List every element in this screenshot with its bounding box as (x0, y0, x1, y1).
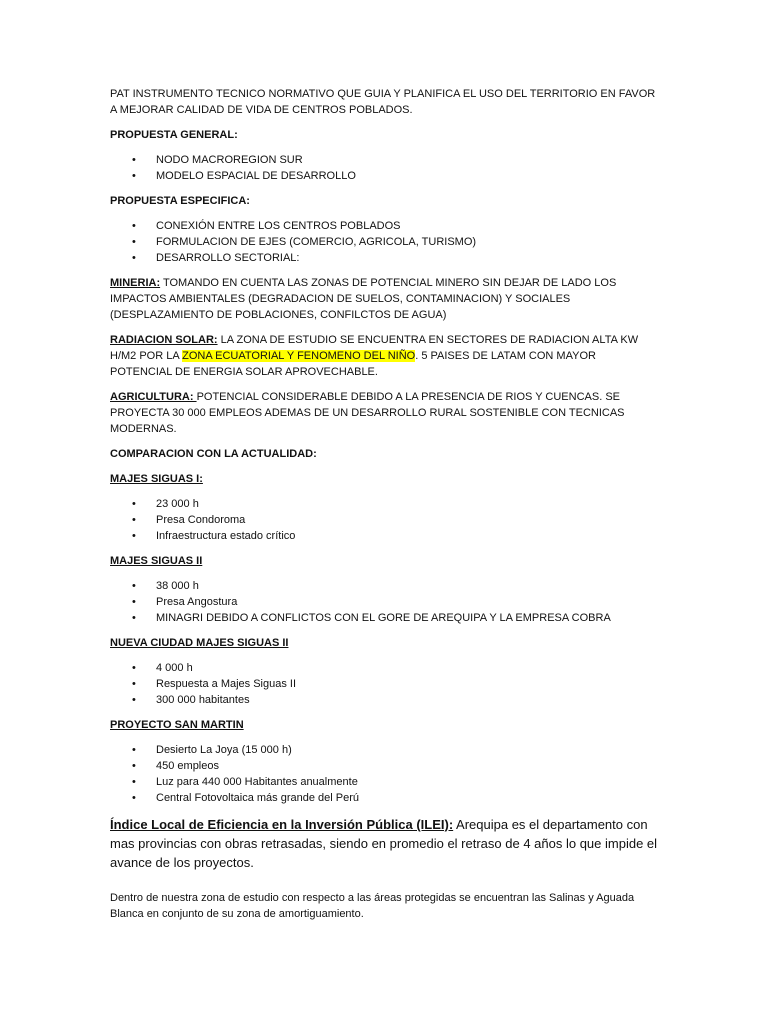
agricultura-paragraph (110, 389, 658, 437)
list-item: • Luz para 440 000 Habitantes anualmente (132, 776, 358, 788)
majes2-heading: MAJES SIGUAS II (110, 555, 203, 567)
list-item: • Infraestructura estado crítico (132, 530, 296, 542)
ilei-label: Índice Local de Eficiencia en la Inversión Pública (ILEI): (110, 817, 454, 832)
bullet-icon: • (132, 514, 136, 526)
bullet-icon: • (132, 760, 136, 772)
list-item: • Respuesta a Majes Siguas II (132, 678, 297, 690)
radiacion-text: LA ZONA DE ESTUDIO SE ENCUENTRA EN SECTORES DE RADIACION ALTA KW H/M2 POR LA (110, 334, 639, 362)
list-item: • Desierto La Joya (15 000 h) (132, 744, 292, 756)
mineria-paragraph (110, 275, 658, 323)
mineria-text: TOMANDO EN CUENTA LAS ZONAS DE POTENCIAL MINERO SIN DEJAR DE LADO LOS IMPACTOS AMBIENTALES (DEGRADACION DE SUELOS, CONTAMINACION) Y SOCIALES (DESPLAZAMIENTO DE POBLACIONES, CONFILCTOS DE AGUA) (110, 277, 617, 321)
majes2-list (110, 578, 658, 626)
radiacion-paragraph (110, 332, 658, 380)
list-item: • CONEXIÓN ENTRE LOS CENTROS POBLADOS (132, 220, 401, 232)
bullet-icon: • (132, 694, 136, 706)
bullet-icon: • (132, 530, 136, 542)
bullet-icon: • (132, 678, 136, 690)
final-paragraph: Dentro de nuestra zona de estudio con respecto a las áreas protegidas se encuentran las Salinas y Aguada Blanca en conjunto de su zona de amortiguamiento. (110, 892, 635, 920)
radiacion-text-after: . 5 PAISES DE LATAM CON MAYOR POTENCIAL DE ENERGIA SOLAR APROVECHABLE. (110, 350, 596, 378)
propuesta-general-heading: PROPUESTA GENERAL: (110, 129, 238, 141)
propuesta-especifica-list (110, 218, 658, 266)
nueva-ciudad-list (110, 660, 658, 708)
majes1-heading: MAJES SIGUAS I: (110, 473, 203, 485)
list-item: • 23 000 h (132, 498, 199, 510)
list-item: • MINAGRI DEBIDO A CONFLICTOS CON EL GORE DE AREQUIPA Y LA EMPRESA COBRA (132, 612, 611, 624)
nueva-ciudad-heading: NUEVA CIUDAD MAJES SIGUAS II (110, 637, 289, 649)
bullet-icon: • (132, 662, 136, 674)
san-martin-heading: PROYECTO SAN MARTIN (110, 719, 244, 731)
agricultura-label: AGRICULTURA: (110, 391, 197, 403)
bullet-icon: • (132, 776, 136, 788)
bullet-icon: • (132, 220, 136, 232)
bullet-icon: • (132, 580, 136, 592)
intro-paragraph: PAT INSTRUMENTO TECNICO NORMATIVO QUE GUIA Y PLANIFICA EL USO DEL TERRITORIO EN FAVOR A MEJORAR CALIDAD DE VIDA DE CENTROS POBLADOS. (110, 88, 656, 116)
bullet-icon: • (132, 170, 136, 182)
propuesta-especifica-heading: PROPUESTA ESPECIFICA: (110, 195, 250, 207)
agricultura-text: POTENCIAL CONSIDERABLE DEBIDO A LA PRESENCIA DE RIOS Y CUENCAS. SE PROYECTA 30 000 EMPLEOS ADEMAS DE UN DESARROLLO RURAL SOSTENIBLE CON TECNICAS MODERNAS. (110, 391, 625, 435)
bullet-icon: • (132, 236, 136, 248)
list-item: • Presa Angostura (132, 596, 238, 608)
radiacion-highlight: ZONA ECUATORIAL Y FENOMENO DEL NIÑO (182, 350, 416, 362)
bullet-icon: • (132, 744, 136, 756)
bullet-icon: • (132, 612, 136, 624)
majes1-list (110, 496, 658, 544)
san-martin-list (110, 742, 658, 806)
list-item: • 4 000 h (132, 662, 193, 674)
ilei-paragraph (110, 815, 658, 872)
propuesta-general-list (110, 152, 658, 184)
bullet-icon: • (132, 252, 136, 264)
list-item: • Presa Condoroma (132, 514, 246, 526)
bullet-icon: • (132, 154, 136, 166)
list-item: • MODELO ESPACIAL DE DESARROLLO (132, 170, 356, 182)
list-item: • 38 000 h (132, 580, 199, 592)
bullet-icon: • (132, 498, 136, 510)
list-item: • 450 empleos (132, 760, 219, 772)
bullet-icon: • (132, 596, 136, 608)
list-item: • Central Fotovoltaica más grande del Perú (132, 792, 359, 804)
document-page (110, 86, 658, 922)
list-item: • FORMULACION DE EJES (COMERCIO, AGRICOLA, TURISMO) (132, 236, 477, 248)
list-item: • DESARROLLO SECTORIAL: (132, 252, 300, 264)
ilei-text: Arequipa es el departamento con mas provincias con obras retrasadas, siendo en promedio el retraso de 4 años lo que impide el avance de los proyectos. (110, 817, 658, 870)
comparacion-heading: COMPARACION CON LA ACTUALIDAD: (110, 448, 317, 460)
radiacion-label: RADIACION SOLAR: (110, 334, 218, 346)
list-item: • 300 000 habitantes (132, 694, 250, 706)
mineria-label: MINERIA: (110, 277, 161, 289)
list-item: • NODO MACROREGION SUR (132, 154, 303, 166)
bullet-icon: • (132, 792, 136, 804)
